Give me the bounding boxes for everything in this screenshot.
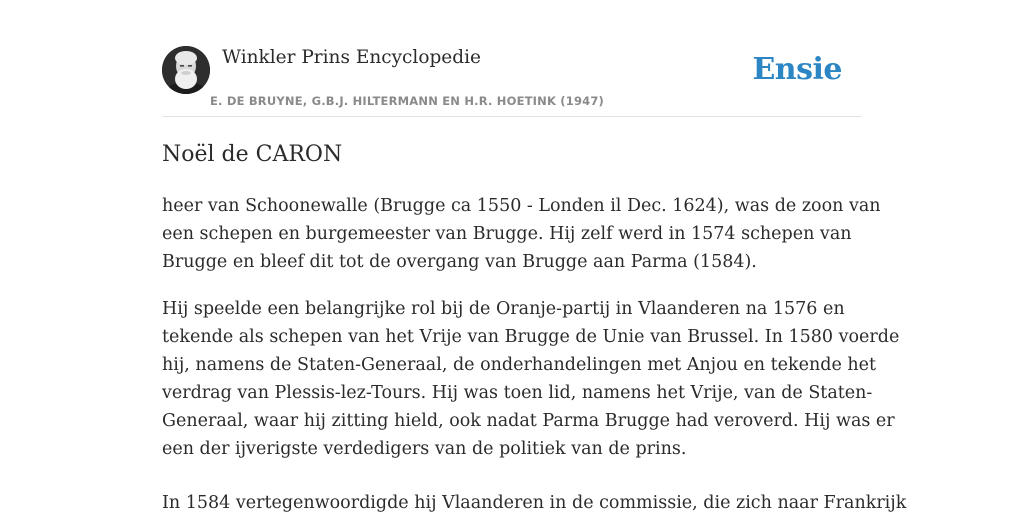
author-avatar[interactable]	[162, 46, 210, 94]
publication-authors: E. DE BRUYNE, G.B.J. HILTERMANN EN H.R. HOETINK (1947)	[210, 94, 605, 108]
text-line: tekende als schepen van het Vrije van Brugge de Unie van Brussel. In 1580 voerde	[162, 327, 900, 347]
bearded-man-portrait-icon	[162, 46, 210, 94]
paragraph	[162, 489, 907, 512]
text-line: Generaal, waar hij zitting hield, ook nadat Parma Brugge had veroverd. Hij was er	[162, 411, 895, 431]
publication-title[interactable]: Winkler Prins Encyclopedie	[222, 47, 481, 68]
article-body	[162, 192, 907, 512]
text-line: heer van Schoonewalle (Brugge ca 1550 - Londen il Dec. 1624), was de zoon van	[162, 196, 881, 216]
paragraph	[162, 192, 881, 276]
text-line: hij, namens de Staten-Generaal, de onderhandelingen met Anjou en tekende het	[162, 355, 877, 375]
text-line: Hij speelde een belangrijke rol bij de Oranje-partij in Vlaanderen na 1576 en	[162, 299, 845, 319]
text-line: verdrag van Plessis-lez-Tours. Hij was toen lid, namens het Vrije, van de Staten-	[162, 383, 873, 403]
text-line: In 1584 vertegenwoordigde hij Vlaanderen in de commissie, die zich naar Frankrijk	[162, 493, 907, 512]
paragraph	[162, 295, 900, 463]
text-line: een schepen en burgemeester van Brugge. Hij zelf werd in 1574 schepen van	[162, 224, 852, 244]
text-line: Brugge en bleef dit tot de overgang van Brugge aan Parma (1584).	[162, 252, 757, 272]
article	[162, 138, 907, 512]
site-header	[162, 46, 862, 117]
entry-title: Noël de CARON	[162, 142, 343, 167]
text-line: een der ijverigste verdedigers van de politiek van de prins.	[162, 439, 687, 459]
brand-logo-link[interactable]: Ensie	[752, 52, 842, 87]
